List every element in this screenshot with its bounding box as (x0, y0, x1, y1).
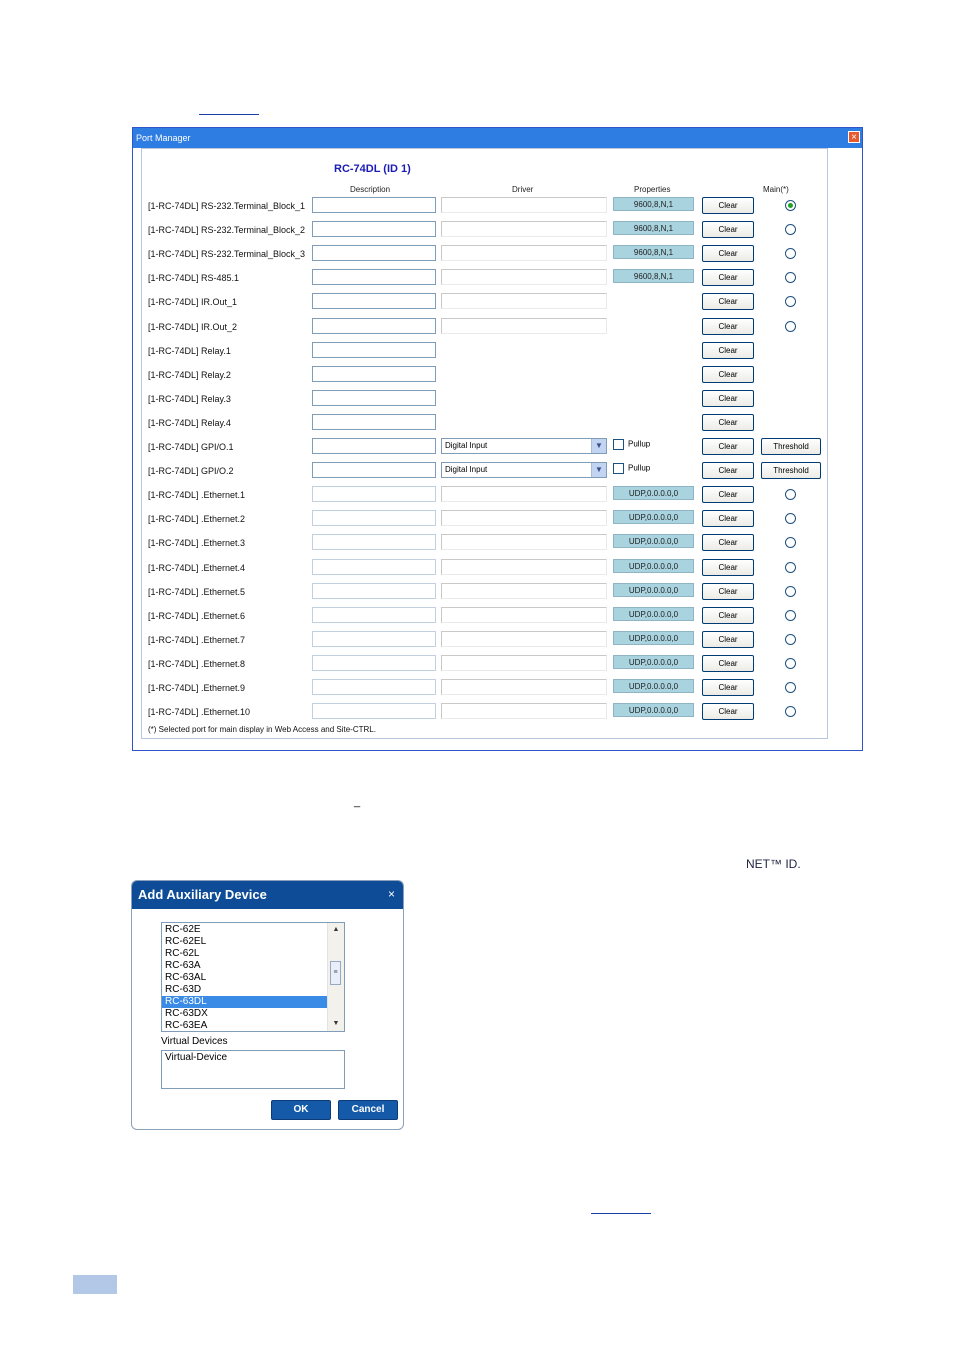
clear-button[interactable]: Clear (702, 293, 754, 310)
properties-value[interactable]: UDP,0.0.0.0,0 (613, 703, 694, 717)
port-label: [1-RC-74DL] IR.Out_1 (148, 297, 238, 308)
driver-field[interactable] (441, 559, 607, 575)
column-header-main: Main(*) (763, 185, 789, 194)
driver-field[interactable] (441, 221, 607, 237)
port-label: [1-RC-74DL] .Ethernet.8 (148, 658, 246, 669)
driver-field[interactable] (441, 607, 607, 623)
clear-button[interactable]: Clear (702, 679, 754, 696)
driver-field[interactable] (441, 679, 607, 695)
device-listbox[interactable] (161, 922, 345, 1032)
list-item[interactable]: RC-63D (165, 984, 202, 995)
clear-button[interactable]: Clear (702, 510, 754, 527)
port-label: [1-RC-74DL] .Ethernet.7 (148, 634, 246, 645)
port-row (142, 679, 827, 699)
description-input[interactable] (312, 486, 436, 502)
virtual-devices-listbox[interactable] (161, 1050, 345, 1089)
footnote: (*) Selected port for main display in Web Access and Site-CTRL. (148, 725, 376, 734)
clear-button[interactable]: Clear (702, 342, 754, 359)
description-input[interactable] (312, 293, 436, 309)
clear-button[interactable]: Clear (702, 559, 754, 576)
driver-field[interactable] (441, 534, 607, 550)
properties-value[interactable]: UDP,0.0.0.0,0 (613, 679, 694, 693)
virtual-devices-label: Virtual Devices (161, 1036, 228, 1047)
main-radio[interactable] (785, 200, 796, 211)
list-item[interactable]: RC-63DL (162, 996, 328, 1008)
clear-button[interactable]: Clear (702, 462, 754, 479)
column-header-driver: Driver (512, 185, 534, 194)
properties-value[interactable]: UDP,0.0.0.0,0 (613, 607, 694, 621)
driver-field[interactable] (441, 703, 607, 719)
description-input[interactable] (312, 631, 436, 647)
pullup-label: Pullup (628, 463, 651, 473)
pullup-label: Pullup (628, 439, 651, 449)
scroll-down-icon[interactable]: ▼ (332, 1020, 340, 1027)
port-row (142, 342, 827, 362)
properties-value[interactable]: 9600,8,N,1 (613, 221, 694, 235)
dash-mark: _ (354, 796, 361, 808)
main-radio[interactable] (785, 296, 796, 307)
main-radio[interactable] (785, 586, 796, 597)
main-radio[interactable] (785, 489, 796, 500)
description-input[interactable] (312, 438, 436, 454)
list-item[interactable]: RC-62L (165, 948, 200, 959)
properties-value[interactable]: UDP,0.0.0.0,0 (613, 534, 694, 548)
chevron-down-icon[interactable]: ▼ (591, 439, 606, 453)
clear-button[interactable]: Clear (702, 366, 754, 383)
description-input[interactable] (312, 197, 436, 213)
pullup-checkbox[interactable] (613, 439, 650, 450)
description-input[interactable] (312, 318, 436, 334)
clear-button[interactable]: Clear (702, 269, 754, 286)
driver-field[interactable] (441, 318, 607, 334)
properties-value[interactable]: UDP,0.0.0.0,0 (613, 559, 694, 573)
port-row (142, 559, 827, 579)
port-row (142, 269, 827, 289)
port-row (142, 390, 827, 410)
properties-value[interactable]: 9600,8,N,1 (613, 245, 694, 259)
add-auxiliary-device-dialog (131, 880, 404, 1130)
main-radio[interactable] (785, 513, 796, 524)
description-input[interactable] (312, 679, 436, 695)
port-row (142, 534, 827, 554)
port-label: [1-RC-74DL] Relay.2 (148, 369, 231, 380)
clear-button[interactable]: Clear (702, 703, 754, 720)
checkbox-icon[interactable] (613, 439, 624, 450)
driver-field[interactable] (441, 510, 607, 526)
main-radio[interactable] (785, 658, 796, 669)
description-input[interactable] (312, 414, 436, 430)
list-item[interactable]: RC-63DX (165, 1008, 208, 1019)
properties-value[interactable]: UDP,0.0.0.0,0 (613, 510, 694, 524)
port-manager-panel (141, 148, 828, 739)
close-icon[interactable]: × (387, 887, 395, 901)
main-radio[interactable] (785, 706, 796, 717)
hyperlink-underline[interactable] (199, 114, 259, 115)
port-row (142, 607, 827, 627)
main-radio[interactable] (785, 248, 796, 259)
port-row (142, 197, 827, 217)
description-input[interactable] (312, 559, 436, 575)
description-input[interactable] (312, 390, 436, 406)
port-label: [1-RC-74DL] .Ethernet.4 (148, 562, 246, 573)
main-radio[interactable] (785, 537, 796, 548)
port-row (142, 293, 827, 313)
pullup-checkbox[interactable] (613, 463, 650, 474)
list-item[interactable]: RC-63EA (165, 1020, 208, 1031)
description-input[interactable] (312, 221, 436, 237)
port-label: [1-RC-74DL] GPI/O.2 (148, 466, 234, 477)
main-radio[interactable] (785, 682, 796, 693)
column-header-description: Description (350, 185, 391, 194)
port-label: [1-RC-74DL] .Ethernet.5 (148, 586, 246, 597)
close-icon[interactable]: × (848, 131, 860, 143)
window-title: Port Manager (133, 128, 862, 148)
main-radio[interactable] (785, 272, 796, 283)
checkbox-icon[interactable] (613, 463, 624, 474)
chevron-down-icon[interactable]: ▼ (591, 463, 606, 477)
clear-button[interactable]: Clear (702, 607, 754, 624)
driver-field[interactable] (441, 583, 607, 599)
list-item[interactable]: RC-63AL (165, 972, 207, 983)
threshold-button[interactable]: Threshold (761, 462, 821, 479)
main-radio[interactable] (785, 610, 796, 621)
hyperlink-underline[interactable] (591, 1213, 651, 1214)
port-row (142, 631, 827, 651)
port-row (142, 486, 827, 506)
port-row (142, 414, 827, 434)
clear-button[interactable]: Clear (702, 390, 754, 407)
port-label: [1-RC-74DL] RS-232.Terminal_Block_3 (148, 249, 306, 260)
port-label: [1-RC-74DL] RS-485.1 (148, 273, 240, 284)
port-label: [1-RC-74DL] .Ethernet.9 (148, 683, 246, 693)
driver-field[interactable] (441, 269, 607, 285)
description-input[interactable] (312, 655, 436, 671)
driver-select[interactable] (441, 462, 607, 478)
port-row (142, 510, 827, 530)
clear-button[interactable]: Clear (702, 245, 754, 262)
port-label: [1-RC-74DL] IR.Out_2 (148, 321, 238, 332)
clear-button[interactable]: Clear (702, 221, 754, 238)
port-row (142, 245, 827, 265)
port-label: [1-RC-74DL] .Ethernet.1 (148, 490, 246, 501)
list-item[interactable]: RC-62EL (165, 936, 207, 947)
port-label: [1-RC-74DL] Relay.1 (148, 345, 231, 356)
clear-button[interactable]: Clear (702, 318, 754, 335)
cancel-button[interactable]: Cancel (338, 1100, 398, 1120)
page-number-tab (73, 1275, 117, 1294)
clear-button[interactable]: Clear (702, 655, 754, 672)
driver-value: Digital Input (445, 465, 488, 475)
main-radio[interactable] (785, 562, 796, 573)
description-input[interactable] (312, 342, 436, 358)
port-row (142, 583, 827, 603)
listbox-scrollbar[interactable] (327, 923, 344, 1031)
properties-value[interactable]: UDP,0.0.0.0,0 (613, 486, 694, 500)
description-input[interactable] (312, 607, 436, 623)
clear-button[interactable]: Clear (702, 414, 754, 431)
description-input[interactable] (312, 462, 436, 478)
driver-field[interactable] (441, 293, 607, 309)
main-radio[interactable] (785, 321, 796, 332)
driver-field[interactable] (441, 486, 607, 502)
device-heading: RC-74DL (ID 1) (334, 163, 411, 175)
driver-field[interactable] (441, 631, 607, 647)
properties-value[interactable]: UDP,0.0.0.0,0 (613, 631, 694, 645)
clear-button[interactable]: Clear (702, 486, 754, 503)
properties-value[interactable]: 9600,8,N,1 (613, 197, 694, 211)
port-label: [1-RC-74DL] .Ethernet.2 (148, 514, 246, 525)
port-label: [1-RC-74DL] .Ethernet.3 (148, 538, 246, 549)
description-input[interactable] (312, 583, 436, 599)
properties-value[interactable]: UDP,0.0.0.0,0 (613, 583, 694, 597)
dialog-title: Add Auxiliary Device (132, 881, 403, 909)
clear-button[interactable]: Clear (702, 438, 754, 455)
clear-button[interactable]: Clear (702, 583, 754, 600)
main-radio[interactable] (785, 634, 796, 645)
scroll-up-icon[interactable]: ▲ (332, 926, 340, 933)
clear-button[interactable]: Clear (702, 534, 754, 551)
driver-field[interactable] (441, 197, 607, 213)
column-header-properties: Properties (634, 185, 671, 194)
port-manager-window (132, 127, 863, 751)
driver-select[interactable] (441, 438, 607, 454)
port-label: [1-RC-74DL] GPI/O.1 (148, 442, 234, 452)
description-input[interactable] (312, 534, 436, 550)
threshold-button[interactable]: Threshold (761, 438, 821, 455)
clear-button[interactable]: Clear (702, 197, 754, 214)
port-label: [1-RC-74DL] Relay.4 (148, 417, 231, 428)
port-label: [1-RC-74DL] .Ethernet.6 (148, 610, 246, 621)
net-id-text: NET™ ID. (746, 857, 801, 871)
port-row (142, 366, 827, 386)
driver-field[interactable] (441, 655, 607, 671)
description-input[interactable] (312, 510, 436, 526)
port-row (142, 221, 827, 241)
list-item[interactable]: Virtual-Device (165, 1052, 228, 1063)
port-row (142, 318, 827, 338)
properties-value[interactable]: 9600,8,N,1 (613, 269, 694, 283)
driver-value: Digital Input (445, 441, 488, 450)
scroll-thumb[interactable]: ≡ (330, 961, 341, 985)
description-input[interactable] (312, 703, 436, 719)
description-input[interactable] (312, 245, 436, 261)
driver-field[interactable] (441, 245, 607, 261)
port-label: [1-RC-74DL] .Ethernet.10 (148, 707, 251, 718)
description-input[interactable] (312, 366, 436, 382)
ok-button[interactable]: OK (271, 1100, 331, 1120)
list-item[interactable]: RC-62E (165, 924, 201, 935)
port-row (142, 655, 827, 675)
properties-value[interactable]: UDP,0.0.0.0,0 (613, 655, 694, 669)
description-input[interactable] (312, 269, 436, 285)
port-label: [1-RC-74DL] RS-232.Terminal_Block_2 (148, 225, 306, 236)
port-label: [1-RC-74DL] RS-232.Terminal_Block_1 (148, 201, 306, 211)
port-row (142, 703, 827, 723)
port-row (142, 462, 827, 482)
port-label: [1-RC-74DL] Relay.3 (148, 393, 231, 404)
list-item[interactable]: RC-63A (165, 960, 201, 971)
clear-button[interactable]: Clear (702, 631, 754, 648)
main-radio[interactable] (785, 224, 796, 235)
port-row (142, 438, 827, 458)
